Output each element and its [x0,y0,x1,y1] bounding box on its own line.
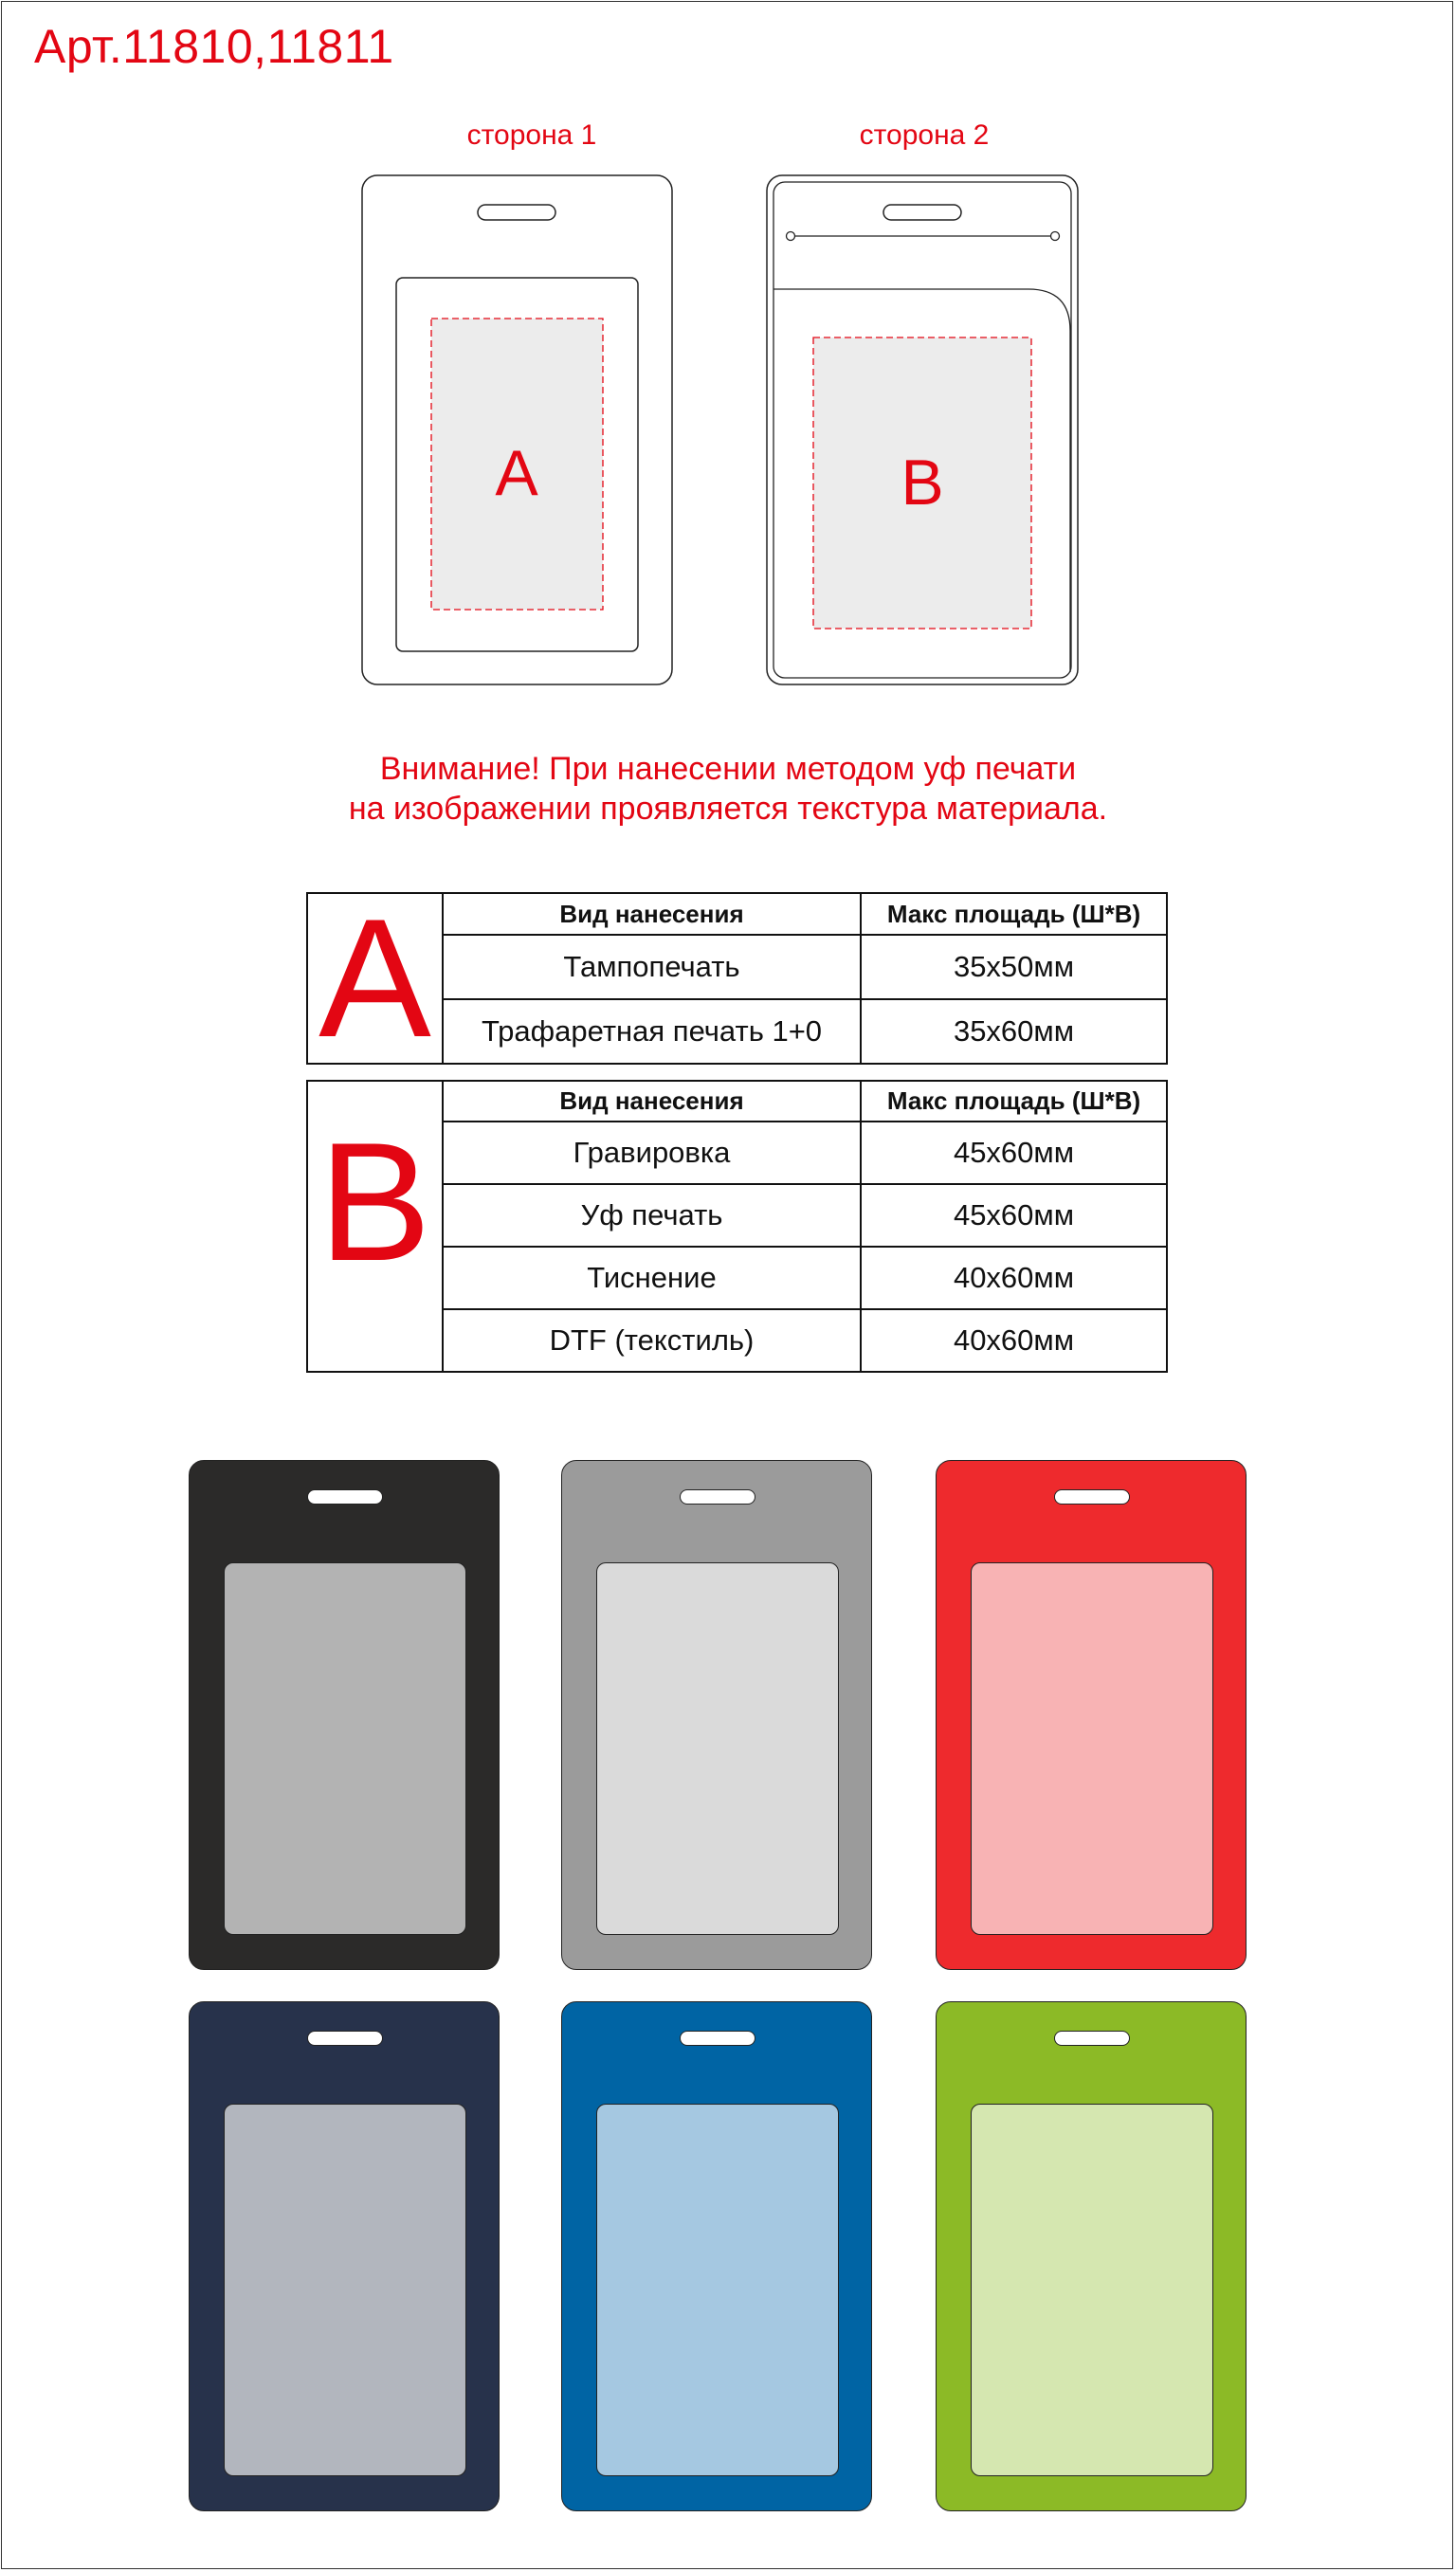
badge-slot [307,1489,383,1505]
method-cell: DTF (текстиль) [443,1309,861,1372]
badge-variant-green [936,2001,1247,2511]
table-b-letter: B [307,1081,443,1372]
badge-window [971,1562,1213,1935]
zone-b-label: B [901,447,944,519]
area-cell: 45x60мм [861,1122,1167,1184]
side-1-drawing [362,175,672,684]
side-2-drawing [767,175,1078,684]
badge-window [971,2104,1213,2476]
badge-slot [680,2031,755,2046]
badge-window [596,1562,839,1935]
badge-variant-grey [561,1460,872,1970]
method-cell: Трафаретная печать 1+0 [443,999,861,1064]
badge-window [596,2104,839,2476]
method-cell: Тампопечать [443,935,861,999]
table-zone-b [306,1080,1168,1373]
method-cell: Уф печать [443,1184,861,1247]
badge-slot [1054,2031,1130,2046]
badge-variant-red [936,1460,1247,1970]
badge-slot [307,2031,383,2046]
table-zone-a [306,884,1168,1072]
table-a-header-area: Макс площадь (Ш*В) [861,893,1167,935]
method-cell: Тиснение [443,1247,861,1309]
badge-variant-black [189,1460,500,1970]
badge-variant-navy [189,2001,500,2511]
badge-window [224,1562,466,1935]
badge-window [224,2104,466,2476]
area-cell: 40x60мм [861,1309,1167,1372]
zone-a-label: A [495,437,538,509]
area-cell: 45x60мм [861,1184,1167,1247]
side-2-label: сторона 2 [859,119,990,151]
table-b-header-area: Макс площадь (Ш*В) [861,1081,1167,1122]
method-cell: Гравировка [443,1122,861,1184]
table-a-header-method: Вид нанесения [443,893,861,935]
article-number: Арт.11810,11811 [34,20,394,73]
side-1-label: сторона 1 [466,119,597,151]
area-cell: 40x60мм [861,1247,1167,1309]
table-b-header-method: Вид нанесения [443,1081,861,1122]
warning-line-2: на изображении проявляется текстура материала. [348,791,1108,827]
badge-scheme-drawing [0,0,1456,721]
area-cell: 35x60мм [861,999,1167,1064]
table-a-letter: A [307,893,443,1064]
badge-slot [680,1489,755,1505]
warning-line-1: Внимание! При нанесении методом уф печати [379,751,1077,787]
area-cell: 35x50мм [861,935,1167,999]
badge-variant-blue [561,2001,872,2511]
badge-slot [1054,1489,1130,1505]
